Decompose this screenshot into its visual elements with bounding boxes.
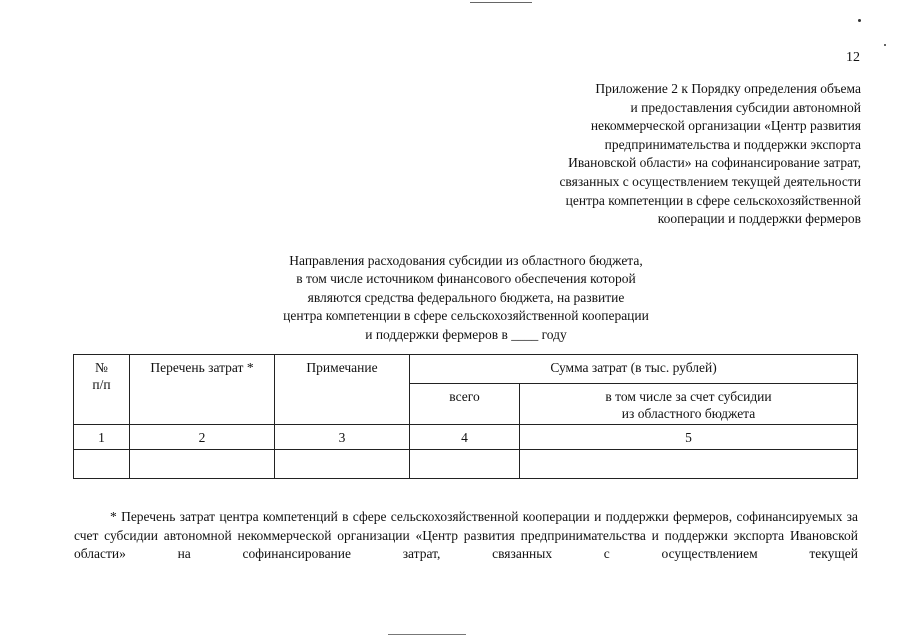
- appendix-line: Ивановской области» на софинансирование затрат,: [568, 155, 861, 171]
- table-empty-row: [74, 450, 858, 479]
- heading-line: и поддержки фермеров в ____ году: [365, 326, 567, 342]
- heading-line: Направления расходования субсидии из областного бюджета,: [289, 253, 643, 268]
- scan-speck: [858, 19, 861, 22]
- header-cell-note: Примечание: [275, 355, 410, 425]
- heading-line: центра компетенции в сфере сельскохозяйственной кооперации: [283, 308, 649, 324]
- numbering-cell: 5: [520, 425, 858, 450]
- appendix-line: предпринимательства и поддержки экспорта: [604, 136, 861, 152]
- header-cell-total: всего: [410, 384, 520, 425]
- appendix-line: центра компетенции в сфере сельскохозяйственной: [565, 192, 861, 208]
- appendix-line: кооперации и поддержки фермеров: [657, 211, 861, 227]
- empty-cell: [520, 450, 858, 479]
- header-subsidy-line: из областного бюджета: [621, 406, 756, 421]
- header-cell-costs: Перечень затрат *: [130, 355, 275, 425]
- scan-artifact-top: [470, 2, 532, 3]
- page-number: 12: [846, 50, 860, 65]
- appendix-line: Приложение 2 к Порядку определения объема: [595, 81, 861, 96]
- appendix-line: некоммерческой организации «Центр развития: [590, 118, 861, 134]
- table-numbering-row: [74, 425, 858, 450]
- empty-cell: [74, 450, 130, 479]
- header-number-abbr: п/п: [92, 377, 111, 392]
- costs-table: [73, 354, 858, 479]
- scan-speck: [884, 44, 886, 46]
- appendix-line: и предоставления субсидии автономной: [630, 99, 861, 115]
- numbering-cell: 4: [410, 425, 520, 450]
- numbering-cell: 2: [130, 425, 275, 450]
- empty-cell: [275, 450, 410, 479]
- header-number-symbol: №: [95, 360, 108, 375]
- appendix-line: связанных с осуществлением текущей деятельности: [559, 173, 861, 189]
- table-header-row: [74, 355, 858, 384]
- empty-cell: [410, 450, 520, 479]
- document-heading: [232, 252, 700, 344]
- numbering-cell: 1: [74, 425, 130, 450]
- header-cell-number: [74, 355, 130, 425]
- heading-line: являются средства федерального бюджета, на развитие: [307, 289, 625, 305]
- header-cell-subsidy: [520, 384, 858, 425]
- header-cell-sum: Сумма затрат (в тыс. рублей): [410, 355, 858, 384]
- heading-line: в том числе источником финансового обеспечения которой: [296, 271, 636, 287]
- numbering-cell: 3: [275, 425, 410, 450]
- empty-cell: [130, 450, 275, 479]
- footnote: * Перечень затрат центра компетенций в сфере сельскохозяйственной кооперации и поддержки фермеров, софинансируемых за счет субсидии автономной некоммерческой организации «Центр развития предпринимательства и поддержки экспорта Ивановской области» на софинансирование затрат, связанных с осуществлением текущей: [74, 509, 858, 561]
- scan-artifact-bottom: [388, 634, 466, 635]
- header-subsidy-line: в том числе за счет субсидии: [605, 389, 772, 404]
- appendix-header: [481, 80, 861, 229]
